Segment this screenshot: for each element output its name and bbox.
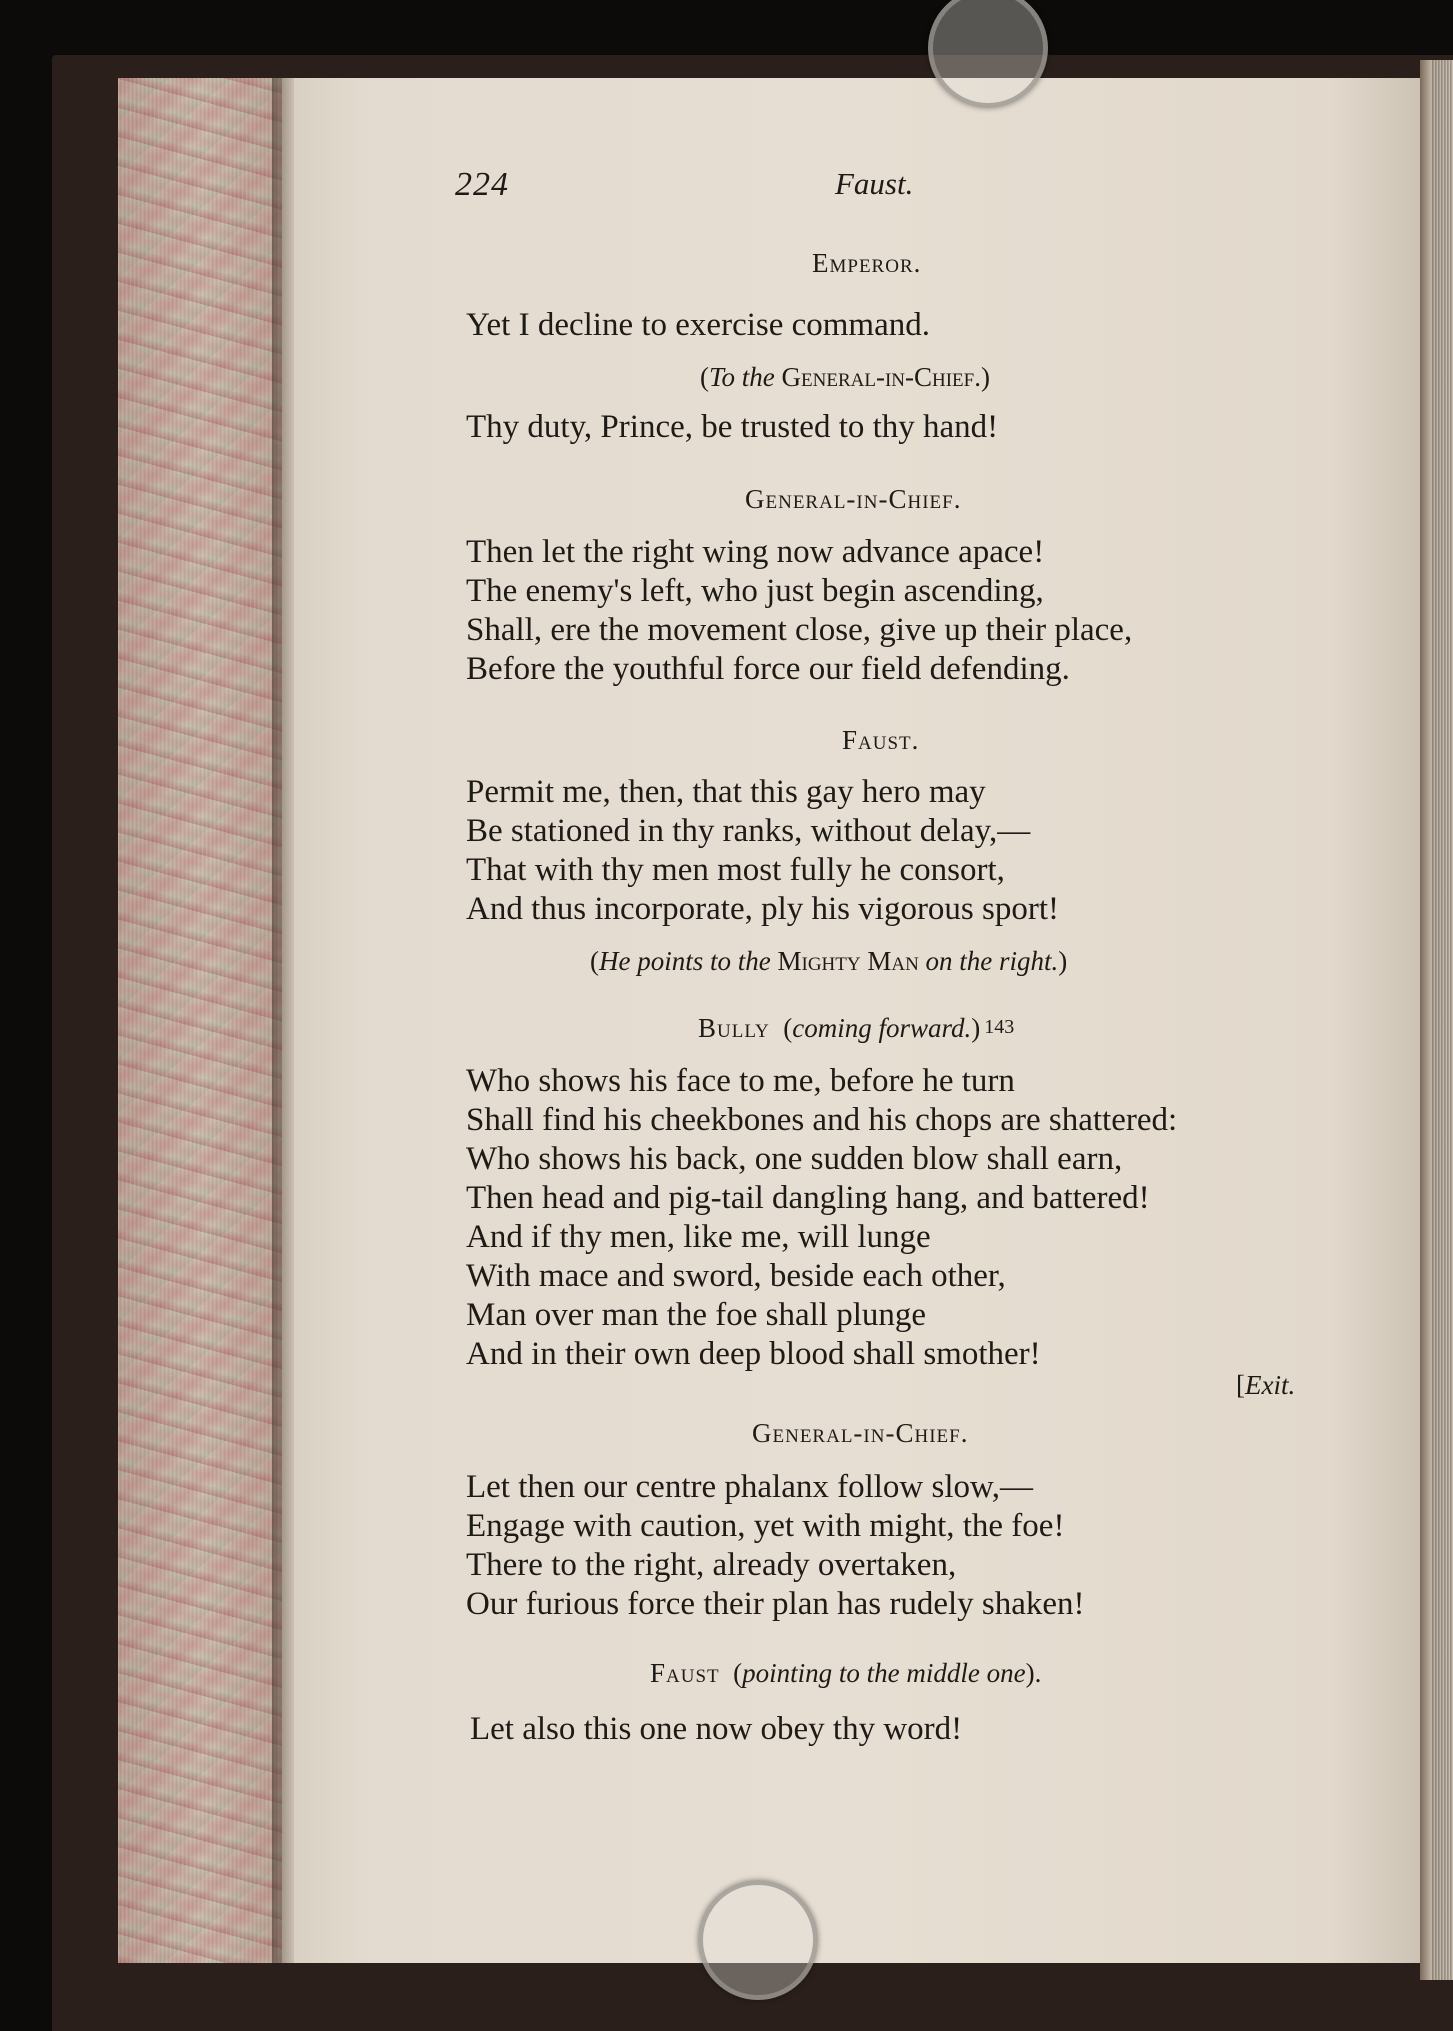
facing-page-stack [1432, 60, 1453, 1980]
verse-line: With mace and sword, beside each other, [466, 1258, 1006, 1294]
speaker-bully: Bully [698, 1013, 770, 1043]
speaker-general: General-in-Chief. [752, 1418, 969, 1448]
marbled-page-edge [118, 78, 288, 1963]
bracket-open: [ [1236, 1370, 1245, 1400]
stage-smallcaps: General-in-Chief [781, 362, 975, 392]
stage-paren-close: ) [971, 1013, 981, 1043]
stage-paren-close: ) [1058, 946, 1068, 976]
verse-line: Permit me, then, that this gay hero may [466, 774, 986, 810]
verse-line: Let also this one now obey thy word! [470, 1711, 963, 1747]
verse-line: There to the right, already overtaken, [466, 1547, 957, 1583]
verse-line: Our furious force their plan has rudely shaken! [466, 1586, 1085, 1622]
verse-line: The enemy's left, who just begin ascending, [466, 573, 1044, 609]
verse-line: Let then our centre phalanx follow slow,— [466, 1469, 1033, 1505]
stage-italic: coming forward. [792, 1013, 972, 1043]
verse-line: Before the youthful force our field defending. [466, 651, 1070, 687]
stage-italic: pointing to the middle one [742, 1658, 1026, 1688]
verse-line: And if thy men, like me, will lunge [466, 1219, 931, 1255]
stage-direction [700, 362, 990, 393]
stage-italic: Exit. [1245, 1370, 1296, 1400]
verse-line: And in their own deep blood shall smother! [466, 1336, 1041, 1372]
verse-line: Thy duty, Prince, be trusted to thy hand! [466, 409, 999, 445]
verse-line: Then let the right wing now advance apace! [466, 534, 1045, 570]
speaker-faust: Faust [650, 1658, 720, 1688]
verse-line: Who shows his back, one sudden blow shall earn, [466, 1141, 1123, 1177]
stage-paren-open: ( [590, 946, 599, 976]
speaker-faust: Faust. [842, 725, 920, 755]
exit-direction [1236, 1370, 1295, 1401]
stage-paren-close: .) [974, 362, 990, 392]
speaker-general: General-in-Chief. [745, 484, 962, 514]
running-title: Faust. [835, 166, 914, 201]
page-clip-bottom [698, 1880, 818, 2000]
stage-italic: To the [709, 362, 775, 392]
stage-italic: on the right. [925, 946, 1059, 976]
stage-italic: He points to the [599, 946, 771, 976]
verse-line: Yet I decline to exercise command. [466, 307, 930, 343]
verse-line: Who shows his face to me, before he turn [466, 1063, 1015, 1099]
verse-line: Man over man the foe shall plunge [466, 1297, 927, 1333]
speaker-emperor: Emperor. [812, 248, 922, 278]
stage-paren-open: ( [783, 1013, 793, 1043]
footnote-ref: 143 [984, 1016, 1015, 1038]
verse-line: Engage with caution, yet with might, the foe! [466, 1508, 1065, 1544]
stage-direction [590, 946, 1067, 977]
stage-paren-close: ). [1025, 1658, 1042, 1688]
verse-line: Then head and pig-tail dangling hang, and battered! [466, 1180, 1150, 1216]
stage-paren-open: ( [700, 362, 709, 392]
verse-line: Shall find his cheekbones and his chops are shattered: [466, 1102, 1178, 1138]
verse-line: Be stationed in thy ranks, without delay,— [466, 813, 1031, 849]
stage-paren-open: ( [733, 1658, 743, 1688]
page-gutter [272, 78, 294, 1963]
speaker-faust-line [650, 1658, 1041, 1689]
verse-line: And thus incorporate, ply his vigorous sport! [466, 891, 1060, 927]
verse-line: Shall, ere the movement close, give up their place, [466, 612, 1133, 648]
speaker-bully-line [698, 1013, 1014, 1044]
page-number: 224 [455, 166, 509, 203]
verse-line: That with thy men most fully he consort, [466, 852, 1005, 888]
stage-smallcaps: Mighty Man [777, 946, 919, 976]
